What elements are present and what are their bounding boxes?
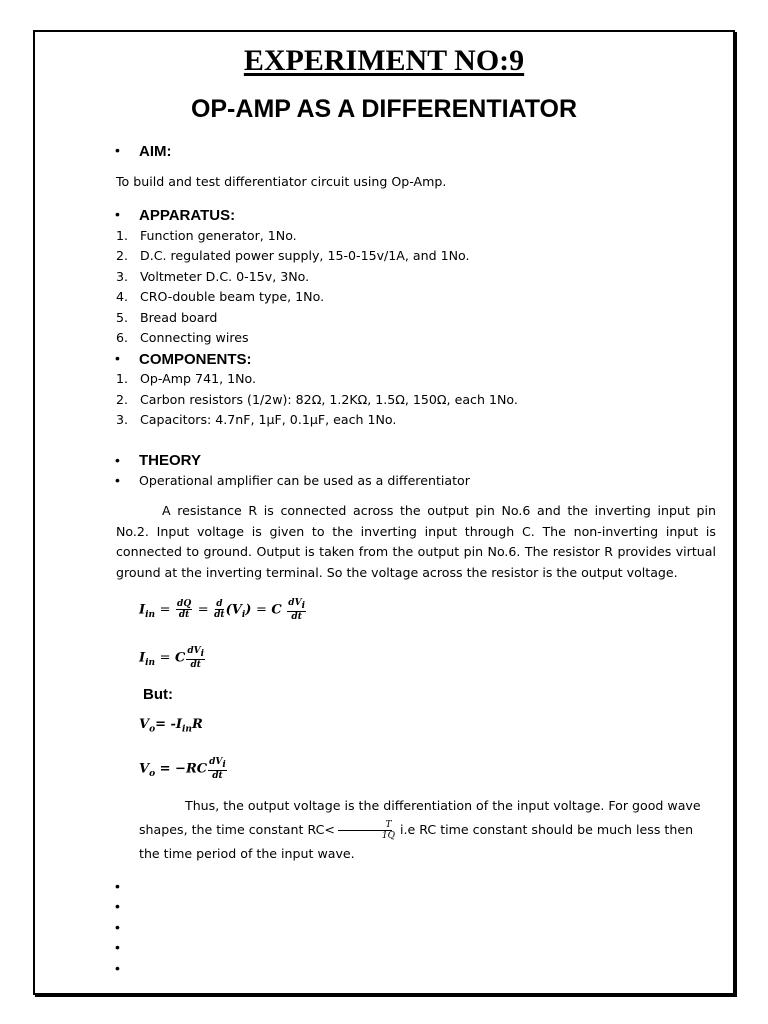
list-item: 3. Voltmeter D.C. 0-15v, 3No. [116, 269, 310, 284]
bullet-icon: • [115, 142, 120, 158]
list-item: 3. Capacitors: 4.7nF, 1μF, 0.1μF, each 1No. [116, 412, 397, 427]
list-item: 4. CRO-double beam type, 1No. [116, 289, 325, 304]
theory-paragraph: A resistance R is connected across the output pin No.6 and the inverting input pin No.2. Input voltage is given to the inverting input through C. The non-inverting input is connected to ground. Output is taken from the output pin No.6. The resistor R provides virtual ground at the inverting terminal. So the voltage across the resistor is the output voltage. [116, 503, 716, 580]
list-item: 1. Op-Amp 741, 1No. [116, 371, 257, 386]
bullet-icon: • [115, 898, 120, 914]
equation-1: $I_{in}$ = $\frac{dQ}{dt}$ = $\frac{d}{dt}$ $(V_i) = C$ $\frac{dV_i}{dt}$ [139, 598, 305, 622]
list-item: 2. D.C. regulated power supply, 15-0-15v/1A, and 1No. [116, 248, 470, 263]
aim-text: To build and test differentiator circuit using Op-Amp. [116, 174, 447, 189]
list-item: 1. Function generator, 1No. [116, 228, 297, 243]
bullet-icon: • [115, 472, 120, 488]
list-item: 2. Carbon resistors (1/2w): 82Ω, 1.2KΩ, 1.5Ω, 150Ω, each 1No. [116, 392, 518, 407]
bullet-icon: • [115, 350, 120, 366]
theory-bullet-text: Operational amplifier can be used as a differentiator [139, 473, 470, 488]
list-item: 6. Connecting wires [116, 330, 249, 345]
page-subtitle: OP-AMP AS A DIFFERENTIATOR [190, 95, 578, 123]
theory-heading: THEORY [139, 452, 201, 469]
but-label: But: [143, 686, 173, 703]
bullet-icon: • [115, 960, 120, 976]
list-item: 5. Bread board [116, 310, 218, 325]
bullet-icon: • [115, 206, 120, 222]
conclusion-paragraph: Thus, the output voltage is the differentiation of the input voltage. For good wave shapes, the time constant RC< $\frac{T}{1Q}$ i.e RC time constant should be much less then the time period of the input wave. [139, 798, 701, 861]
equation-2: $I_{in} = C$ $\frac{dV_i}{dt}$ [139, 646, 205, 670]
bullet-icon: • [115, 939, 120, 955]
apparatus-heading: APPARATUS: [139, 207, 236, 224]
equation-4: $V_o = -RC$ $\frac{dV_i}{dt}$ [139, 757, 226, 781]
bullet-icon: • [115, 919, 120, 935]
page-title: EXPERIMENT NO:9 [243, 44, 525, 77]
aim-heading: AIM: [139, 143, 172, 160]
components-heading: COMPONENTS: [139, 351, 252, 368]
equation-3: $V_o= -I_{in}R$ [139, 717, 203, 735]
bullet-icon: • [115, 452, 120, 468]
bullet-icon: • [115, 878, 120, 894]
